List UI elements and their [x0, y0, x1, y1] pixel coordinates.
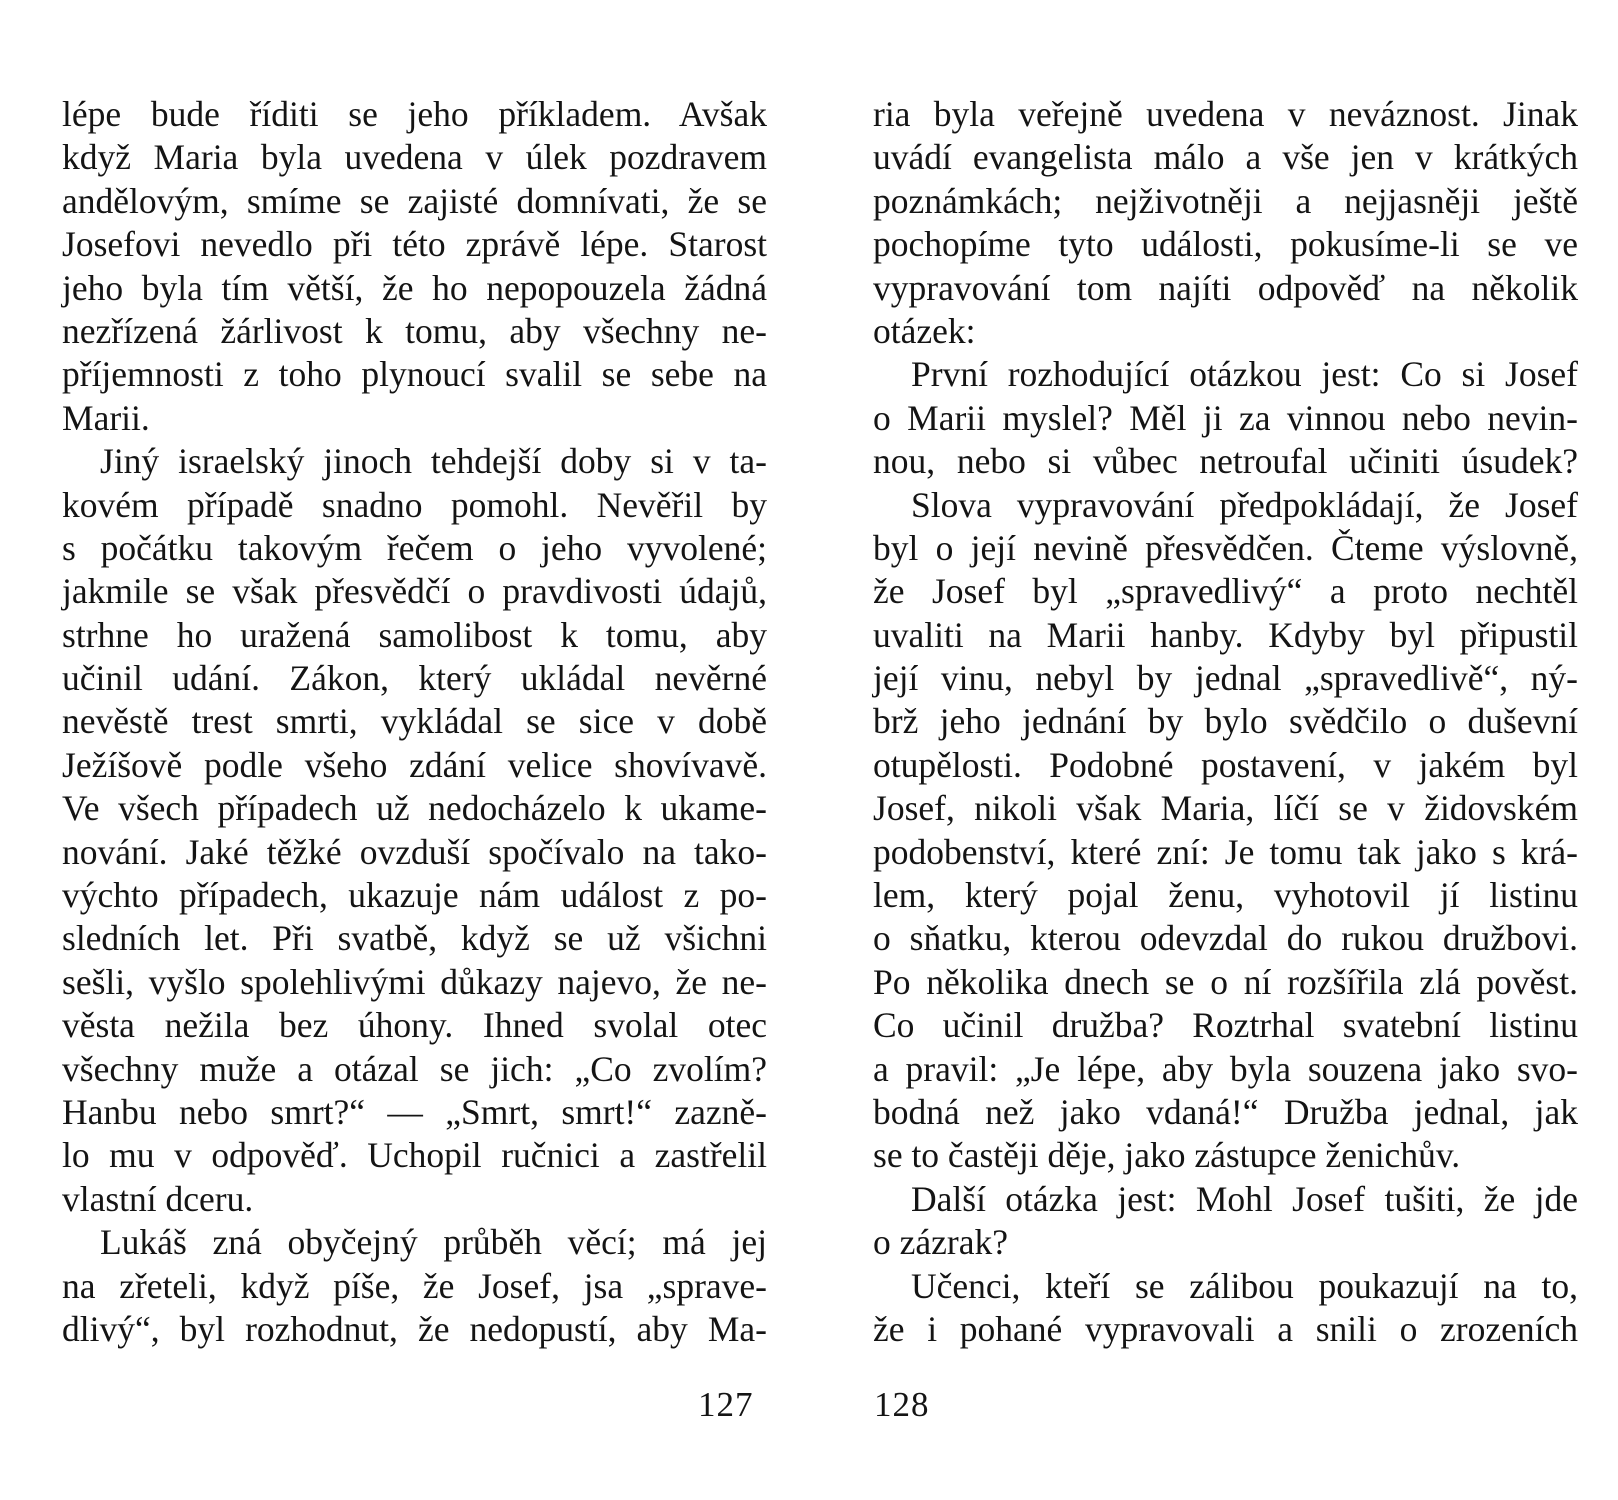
text-line: uvádí evangelista málo a vše jen v krátkých [873, 137, 1578, 178]
text-line: kovém případě snadno pomohl. Nevěřil by [62, 484, 767, 525]
page-number-right: 128 [874, 1385, 930, 1424]
text-line: nevěstě trest smrti, vykládal se sice v době [62, 701, 767, 742]
text-line: ria byla veřejně uvedena v neváznost. Jinak [873, 94, 1578, 134]
text-line: otázek: [873, 310, 976, 351]
text-line: Marii. [62, 397, 150, 438]
text-line: lépe bude říditi se jeho příkladem. Avšak [62, 94, 767, 134]
text-line: o Marii myslel? Měl ji za vinnou nebo nevin- [873, 397, 1578, 438]
text-line: sledních let. Při svatbě, když se už všichni [62, 918, 767, 959]
text-line: výchto případech, ukazuje nám událost z po- [62, 875, 767, 916]
text-line: strhne ho uražená samolibost k tomu, aby [62, 614, 767, 655]
text-line: otupělosti. Podobné postavení, v jakém byl [873, 744, 1578, 785]
text-line: První rozhodující otázkou jest: Co si Josef [911, 354, 1578, 395]
text-line: a pravil: „Je lépe, aby byla souzena jako svo- [873, 1048, 1578, 1089]
text-line: brž jeho jednání by bylo svědčilo o duševní [873, 701, 1578, 742]
text-line: podobenství, které zní: Je tomu tak jako s krá- [873, 831, 1578, 872]
text-line: Slova vypravování předpokládají, že Josef [911, 484, 1578, 525]
text-line: že i pohané vypravovali a snili o zrozeních [873, 1308, 1578, 1349]
left-page-text [62, 93, 767, 1351]
text-line: když Maria byla uvedena v úlek pozdravem [62, 137, 767, 178]
text-line: uvaliti na Marii hanby. Kdyby byl připustil [873, 614, 1578, 655]
text-line: dlivý“, byl rozhodnut, že nedopustí, aby Ma- [62, 1308, 767, 1349]
text-line: o zázrak? [873, 1222, 1008, 1263]
text-line: jakmile se však přesvědčí o pravdivosti údajů, [62, 571, 767, 612]
text-line: učinil udání. Zákon, který ukládal nevěrné [62, 658, 767, 699]
text-line: Jiný israelský jinoch tehdejší doby si v ta- [100, 441, 767, 482]
text-line: že Josef byl „spravedlivý“ a proto nechtěl [873, 571, 1578, 612]
text-line: bodná než jako vdaná!“ Družba jednal, jak [873, 1091, 1578, 1132]
text-line: s počátku takovým řečem o jeho vyvolené; [62, 527, 767, 568]
text-line: lem, který pojal ženu, vyhotovil jí listinu [873, 875, 1578, 916]
text-line: poznámkách; nejživotněji a nejjasněji ještě [873, 180, 1578, 221]
text-line: vlastní dceru. [62, 1178, 254, 1219]
text-line: její vinu, nebyl by jednal „spravedlivě“, ný- [873, 658, 1578, 699]
text-line: Po několika dnech se o ní rozšířila zlá pověst. [873, 961, 1578, 1002]
text-line: věsta nežila bez úhony. Ihned svolal otec [62, 1005, 767, 1046]
text-line: Josefovi nevedlo při této zprávě lépe. Starost [62, 224, 767, 265]
text-line: nezřízená žárlivost k tomu, aby všechny ne- [62, 310, 767, 351]
page-number-left: 127 [698, 1385, 754, 1424]
text-line: nování. Jaké těžké ovzduší spočívalo na tako- [62, 831, 767, 872]
text-line: pochopíme tyto události, pokusíme-li se ve [873, 224, 1578, 265]
text-line: Ve všech případech už nedocházelo k ukame- [62, 788, 767, 829]
right-page-text [873, 93, 1578, 1351]
text-line: Ježíšově podle všeho zdání velice shovívavě. [62, 744, 767, 785]
text-line: Co učinil družba? Roztrhal svatební listinu [873, 1005, 1578, 1046]
text-line: na zřeteli, když píše, že Josef, jsa „sprave- [62, 1265, 767, 1306]
text-line: Učenci, kteří se zálibou poukazují na to, [911, 1265, 1578, 1306]
text-line: Lukáš zná obyčejný průběh věcí; má jej [100, 1222, 767, 1263]
text-line: andělovým, smíme se zajisté domnívati, že se [62, 180, 767, 221]
text-line: Další otázka jest: Mohl Josef tušiti, že jde [911, 1178, 1578, 1219]
text-line: byl o její nevině přesvědčen. Čteme výslovně, [873, 527, 1578, 568]
text-line: Josef, nikoli však Maria, líčí se v židovském [873, 788, 1578, 829]
text-line: Hanbu nebo smrt?“ — „Smrt, smrt!“ zazně- [62, 1091, 767, 1132]
text-line: sešli, vyšlo spolehlivými důkazy najevo, že ne- [62, 961, 767, 1002]
text-line: příjemnosti z toho plynoucí svalil se sebe na [62, 354, 767, 395]
text-line: se to častěji děje, jako zástupce ženichův. [873, 1135, 1461, 1176]
text-line: o sňatku, kterou odevzdal do rukou družbovi. [873, 918, 1578, 959]
text-line: všechny muže a otázal se jich: „Co zvolím? [62, 1048, 767, 1089]
text-line: jeho byla tím větší, že ho nepopouzela žádná [62, 267, 767, 308]
text-line: lo mu v odpověď. Uchopil ručnici a zastřelil [62, 1135, 767, 1176]
text-line: nou, nebo si vůbec netroufal učiniti úsudek? [873, 441, 1578, 482]
text-line: vypravování tom najíti odpověď na několik [873, 267, 1578, 308]
